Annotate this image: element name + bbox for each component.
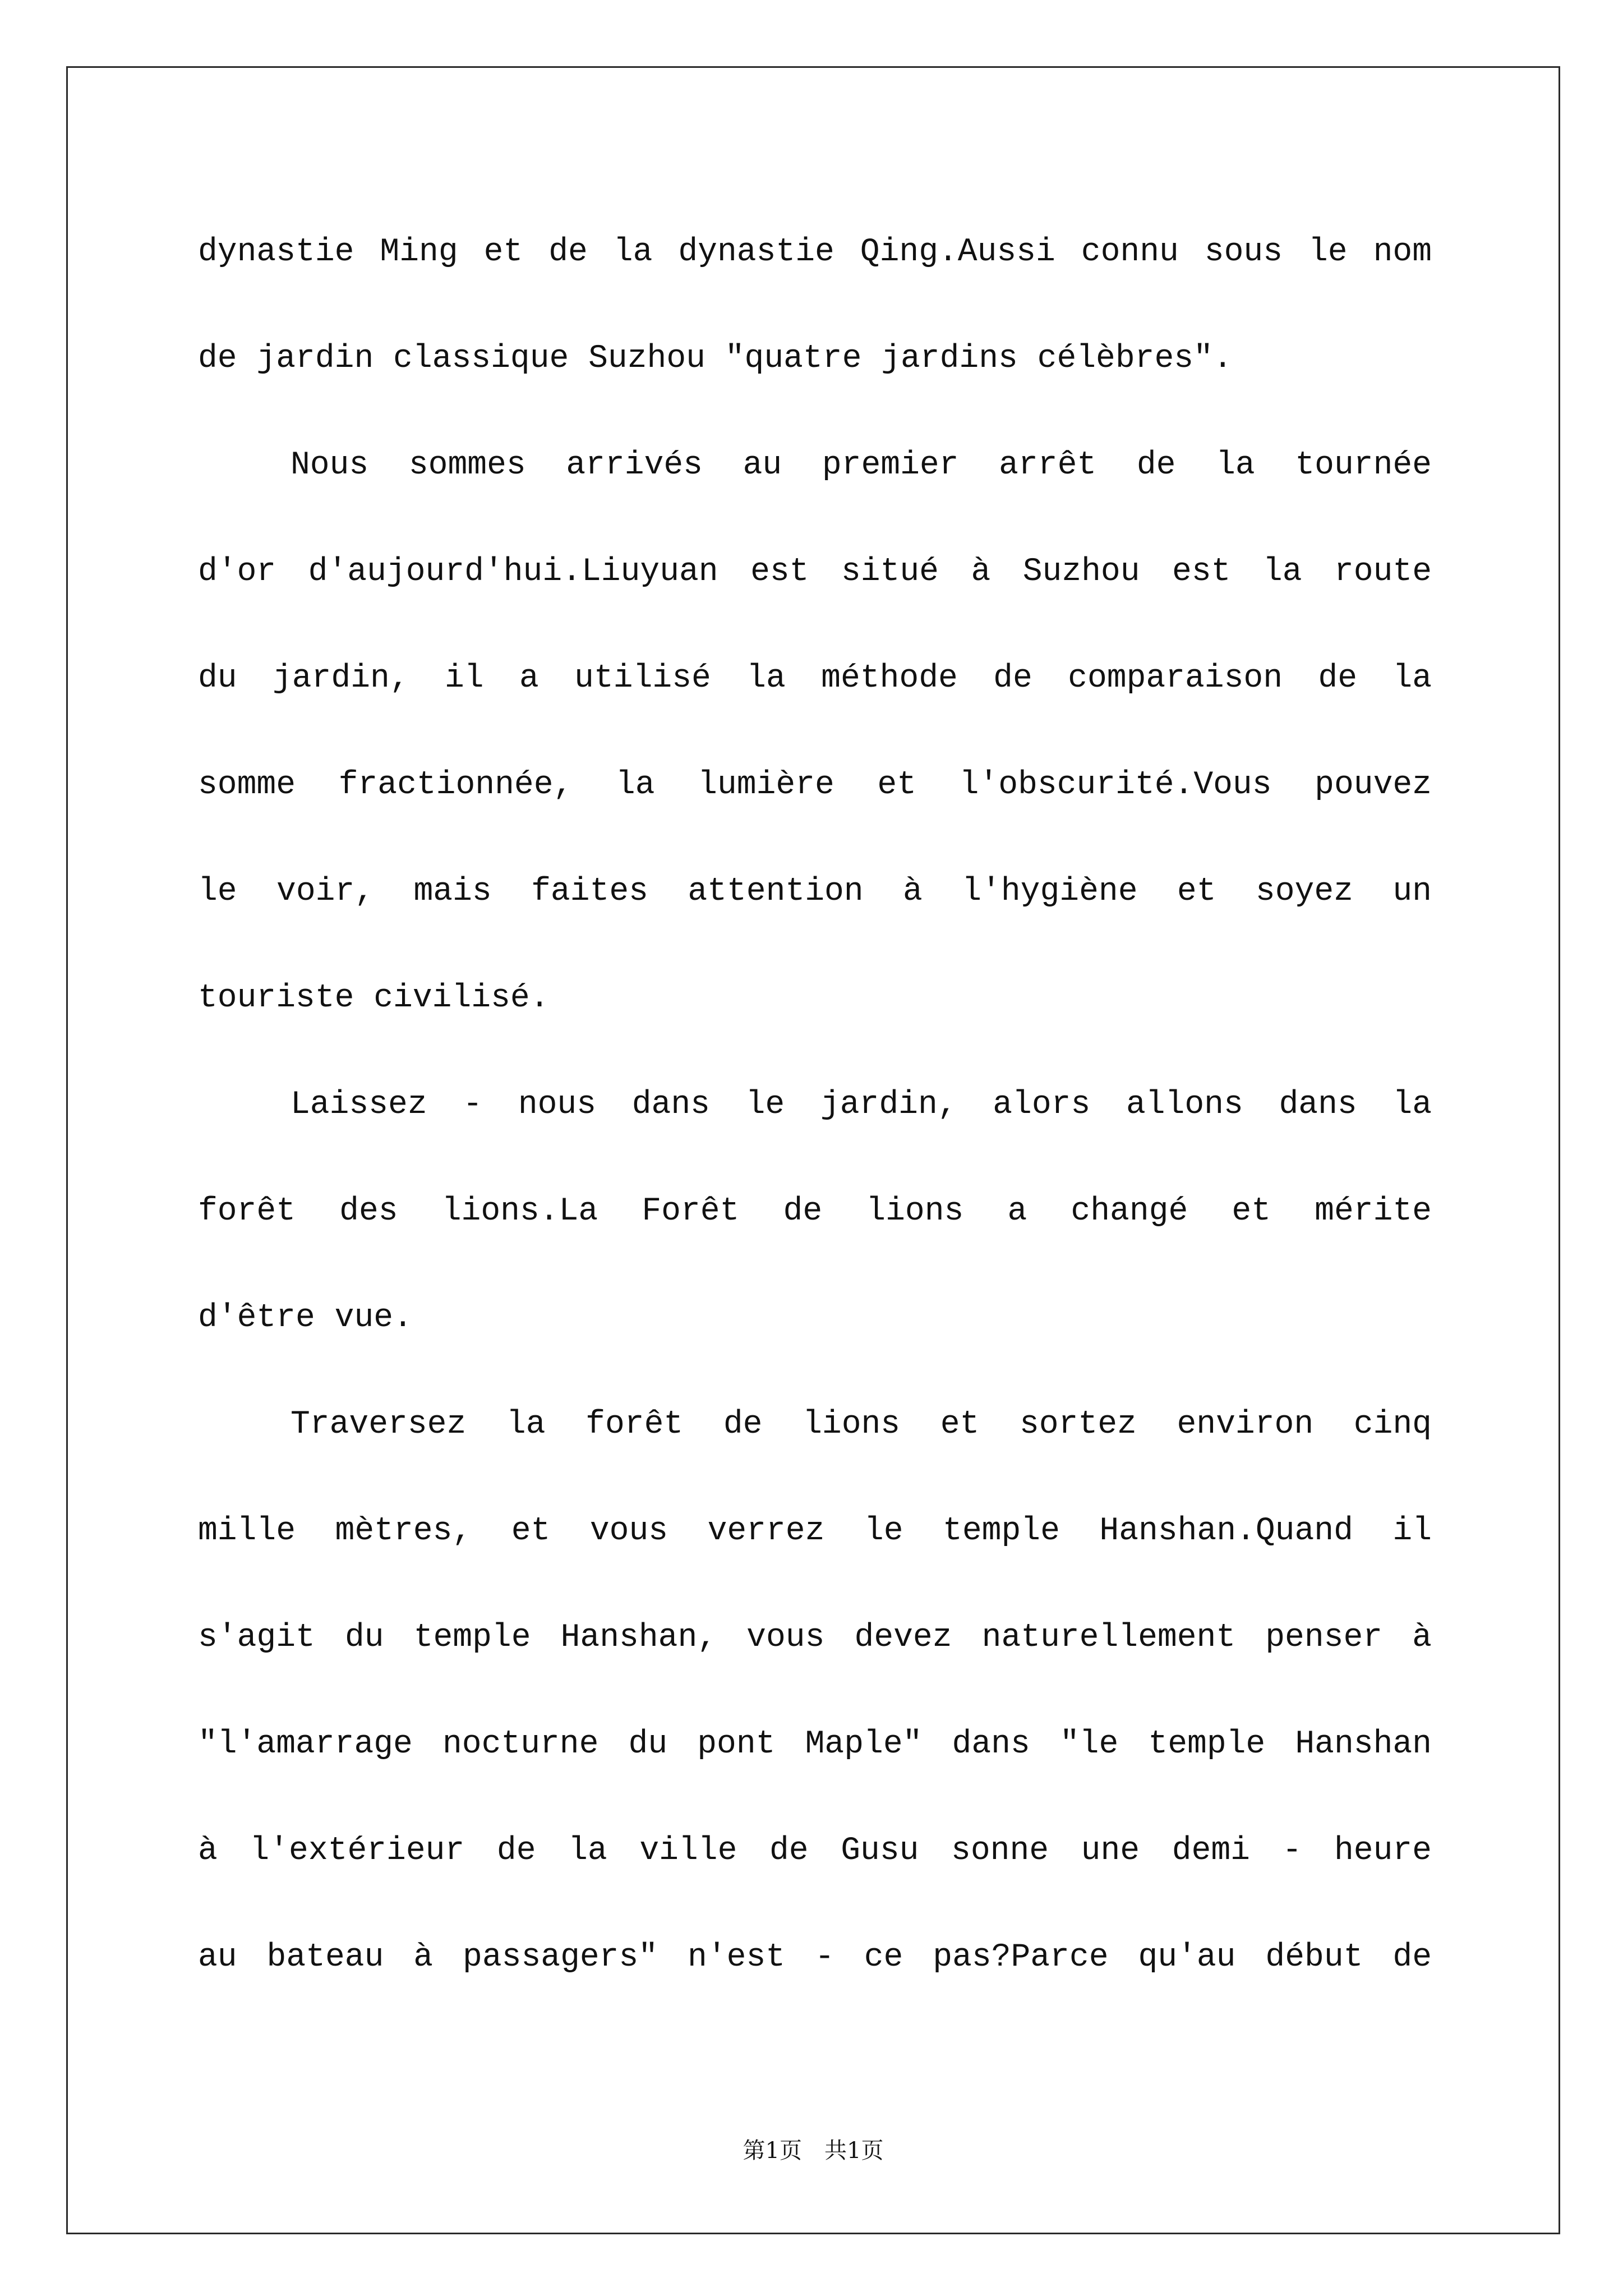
text-line: Traversez la forêt de lions et sortez environ cinq: [291, 1406, 1432, 1443]
paragraph: [198, 412, 1432, 1052]
text-line: à l'extérieur de la ville de Gusu sonne une demi - heure: [198, 1833, 1432, 1869]
text-line: d'être vue.: [198, 1300, 413, 1336]
text-line: "l'amarrage nocturne du pont Maple" dans "le temple Hanshan: [198, 1726, 1432, 1763]
text-line: Nous sommes arrivés au premier arrêt de la tournée: [291, 447, 1432, 484]
paragraph: [198, 1372, 1432, 2011]
text-line: dynastie Ming et de la dynastie Qing.Aussi connu sous le nom: [198, 234, 1432, 270]
text-line: le voir, mais faites attention à l'hygiène et soyez un: [198, 873, 1432, 910]
text-line: d'or d'aujourd'hui.Liuyuan est situé à Suzhou est la route: [198, 554, 1432, 590]
paragraph: [198, 199, 1432, 412]
text-line: Laissez - nous dans le jardin, alors allons dans la: [291, 1087, 1432, 1123]
text-line: touriste civilisé.: [198, 980, 550, 1016]
text-line: somme fractionnée, la lumière et l'obscurité.Vous pouvez: [198, 767, 1432, 803]
page-footer: 第1页 共1页: [743, 2138, 884, 2164]
text-line: mille mètres, et vous verrez le temple Hanshan.Quand il: [198, 1513, 1432, 1549]
text-line: s'agit du temple Hanshan, vous devez naturellement penser à: [198, 1619, 1432, 1656]
text-line: du jardin, il a utilisé la méthode de comparaison de la: [198, 660, 1432, 697]
paragraph: [198, 1052, 1432, 1372]
text-line: forêt des lions.La Forêt de lions a changé et mérite: [198, 1193, 1432, 1230]
text-line: au bateau à passagers" n'est - ce pas?Parce qu'au début de: [198, 1939, 1432, 1976]
document-body: [198, 199, 1432, 2011]
text-line: de jardin classique Suzhou "quatre jardins célèbres".: [198, 341, 1233, 377]
